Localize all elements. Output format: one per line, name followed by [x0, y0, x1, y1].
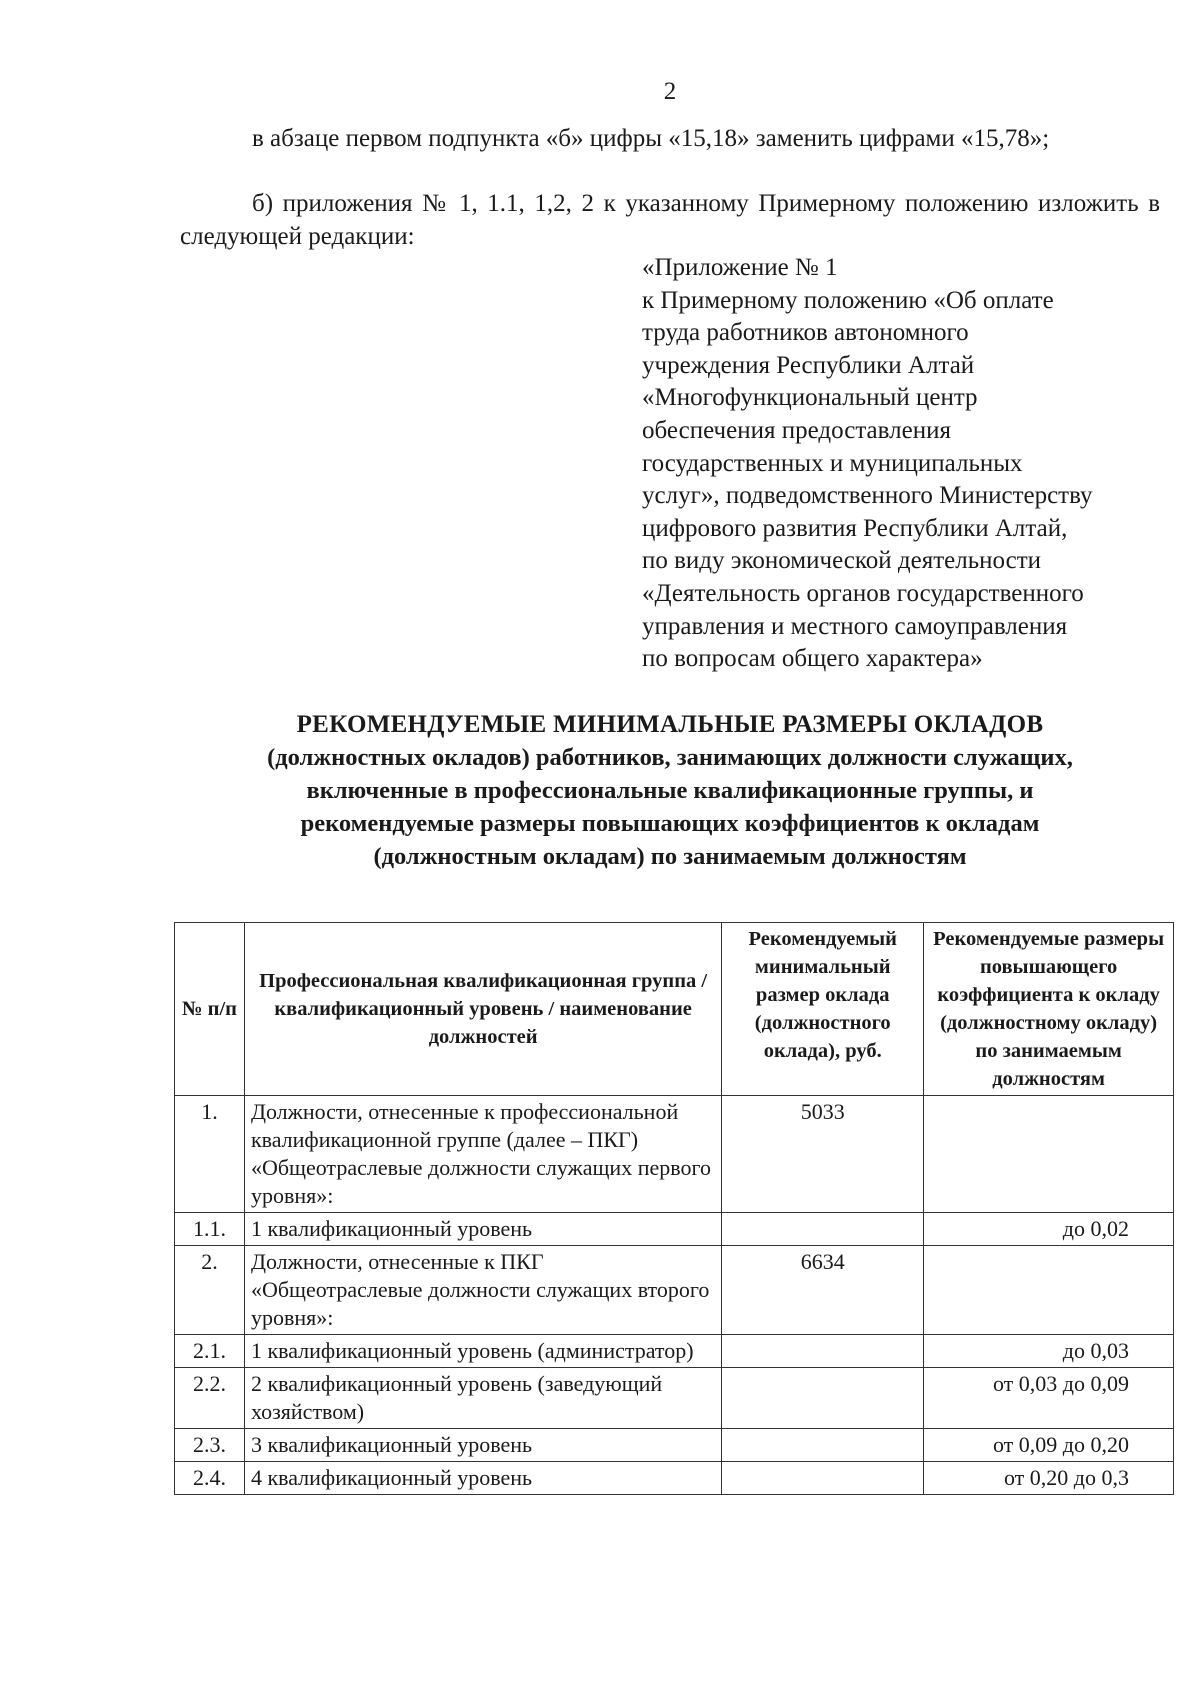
row-coefficient: до 0,02 — [924, 1213, 1174, 1246]
row-number: 2.1. — [175, 1335, 245, 1368]
row-salary — [722, 1368, 924, 1429]
appendix-line: «Приложение № 1 — [642, 254, 838, 281]
row-coefficient: от 0,09 до 0,20 — [924, 1429, 1174, 1462]
row-salary — [722, 1335, 924, 1368]
row-number: 2.4. — [175, 1462, 245, 1495]
row-salary — [722, 1429, 924, 1462]
page-number: 2 — [663, 78, 677, 105]
heading-subtitle-line: (должностных окладов) работников, занимающих должности служащих, — [267, 744, 1073, 771]
row-salary: 5033 — [722, 1096, 924, 1213]
appendix-line: государственных и муниципальных — [642, 449, 1023, 477]
appendix-line: по вопросам общего характера» — [642, 645, 983, 673]
row-name: 3 квалификационный уровень — [244, 1429, 721, 1462]
row-salary — [722, 1213, 924, 1246]
row-coefficient — [924, 1096, 1174, 1213]
amendment-paragraph-1: в абзаце первом подпункта «б» цифры «15,18» заменить цифрами «15,78»; — [252, 125, 1050, 152]
appendix-line: управления и местного самоуправления — [642, 612, 1068, 640]
row-salary: 6634 — [722, 1246, 924, 1335]
row-coefficient: от 0,20 до 0,3 — [924, 1462, 1174, 1495]
row-number: 1.1. — [175, 1213, 245, 1246]
appendix-line: обеспечения предоставления — [642, 416, 951, 444]
row-number: 2. — [175, 1246, 245, 1335]
table-row — [175, 1213, 1174, 1246]
row-name: 4 квалификационный уровень — [244, 1462, 721, 1495]
heading-title: РЕКОМЕНДУЕМЫЕ МИНИМАЛЬНЫЕ РАЗМЕРЫ ОКЛАДОВ — [296, 711, 1044, 738]
row-name: 1 квалификационный уровень (администратор) — [244, 1335, 721, 1368]
table-row — [175, 1429, 1174, 1462]
row-name: Должности, отнесенные к профессиональной квалификационной группе (далее – ПКГ) «Общеотраслевые должности служащих первого уровня»: — [244, 1096, 721, 1213]
appendix-line: учреждения Республики Алтай — [642, 351, 975, 379]
row-name: 2 квалификационный уровень (заведующий хозяйством) — [244, 1368, 721, 1429]
appendix-line: услуг», подведомственного Министерству — [642, 482, 1093, 510]
header-group: Профессиональная квалификационная группа / квалификационный уровень / наименование должностей — [244, 923, 721, 1096]
table-row — [175, 1096, 1174, 1213]
table-row — [175, 1368, 1174, 1429]
row-coefficient: до 0,03 — [924, 1335, 1174, 1368]
row-number: 2.2. — [175, 1368, 245, 1429]
header-salary: Рекомендуемый минимальный размер оклада (должностного оклада), руб. — [722, 923, 924, 1096]
table-header-row — [175, 923, 1174, 1096]
table-row — [175, 1335, 1174, 1368]
salary-table — [174, 922, 1174, 1495]
heading-subtitle-line: включенные в профессиональные квалификационные группы, и — [306, 777, 1034, 804]
row-name: 1 квалификационный уровень — [244, 1213, 721, 1246]
row-number: 2.3. — [175, 1429, 245, 1462]
table-row — [175, 1462, 1174, 1495]
appendix-header — [642, 252, 1172, 676]
header-number: № п/п — [175, 923, 245, 1096]
amendment-paragraph-2: б) приложения № 1, 1.1, 1,2, 2 к указанному Примерному положению изложить в следующей редакции: — [180, 190, 1160, 250]
row-coefficient: от 0,03 до 0,09 — [924, 1368, 1174, 1429]
appendix-line: «Многофункциональный центр — [642, 384, 978, 412]
row-salary — [722, 1462, 924, 1495]
appendix-line: «Деятельность органов государственного — [642, 579, 1084, 607]
table-row — [175, 1246, 1174, 1335]
row-name: Должности, отнесенные к ПКГ «Общеотраслевые должности служащих второго уровня»: — [244, 1246, 721, 1335]
document-heading — [180, 708, 1160, 873]
appendix-line: по виду экономической деятельности — [642, 547, 1041, 575]
heading-subtitle-line: (должностным окладам) по занимаемым должностям — [373, 843, 967, 870]
header-coefficient: Рекомендуемые размеры повышающего коэффициента к окладу (должностному окладу) по занимаемым должностям — [924, 923, 1174, 1096]
appendix-line: к Примерному положению «Об оплате — [642, 286, 1054, 314]
appendix-line: цифрового развития Республики Алтай, — [642, 514, 1068, 542]
row-coefficient — [924, 1246, 1174, 1335]
row-number: 1. — [175, 1096, 245, 1213]
appendix-line: труда работников автономного — [642, 319, 969, 347]
heading-subtitle-line: рекомендуемые размеры повышающих коэффициентов к окладам — [300, 810, 1040, 837]
